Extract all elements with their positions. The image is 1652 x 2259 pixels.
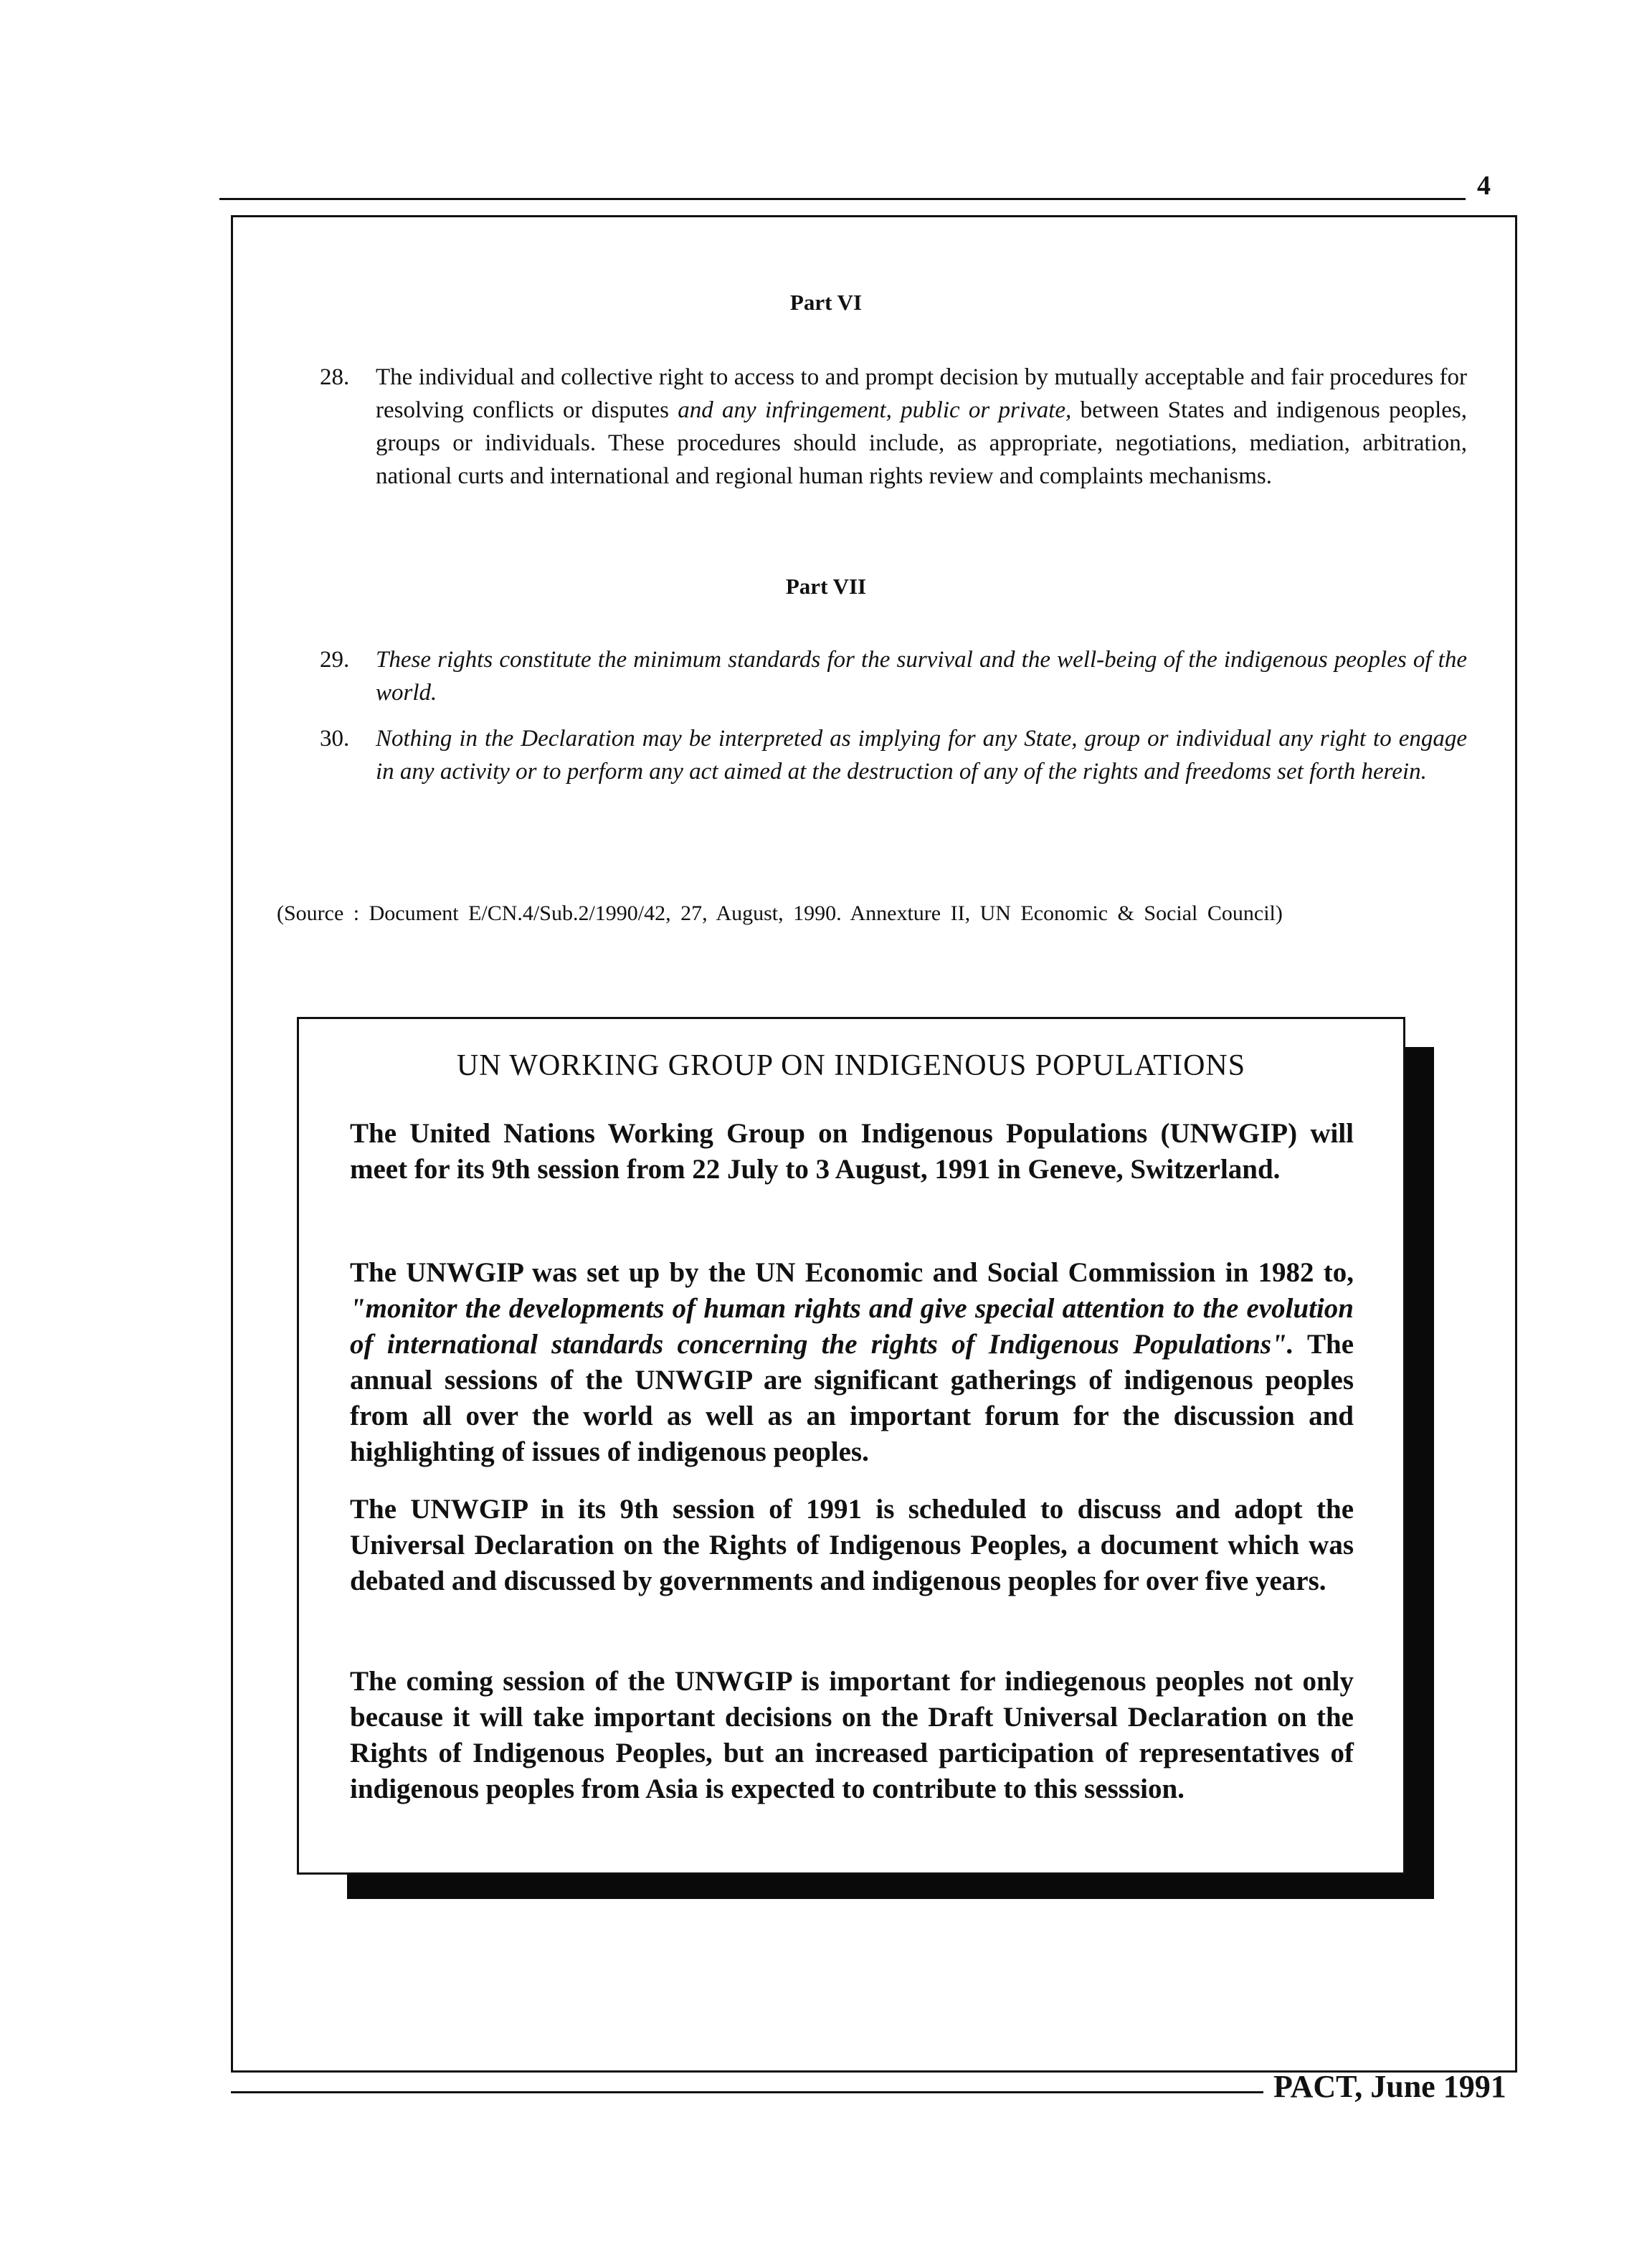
header-rule — [219, 198, 1466, 200]
article-30 — [320, 722, 1467, 788]
article-number: 28. — [320, 364, 350, 390]
notice-quote: "monitor the developments of human rights and give special attention to the evolution of international standards concerning the rights of Indigenous Populations". — [350, 1293, 1354, 1360]
footer-publication: PACT, June 1991 — [1273, 2069, 1506, 2104]
article-28 — [320, 361, 1467, 493]
article-text — [376, 361, 1467, 493]
article-number: 29. — [320, 647, 350, 673]
article-text-part: The individual and collective right to access to and prompt decision by mutually acceptable and fair procedures for resolving conflicts or disputes — [376, 364, 1467, 423]
source-citation: (Source : Document E/CN.4/Sub.2/1990/42, 27, August, 1990. Annexture II, UN Economic & Social Council) — [277, 901, 1283, 925]
article-text: These rights constitute the minimum standards for the survival and the well-being of the indigenous peoples of the world. — [376, 647, 1467, 706]
notice-paragraph: The UNWGIP in its 9th session of 1991 is scheduled to discuss and adopt the Universal Declaration on the Rights of Indigenous Peoples, a document which was debated and discussed by governments and indigenous peoples for over five years. — [350, 1494, 1354, 1596]
notice-paragraph: The coming session of the UNWGIP is important for indiegenous peoples not only because it will take important decisions on the Draft Universal Declaration on the Rights of Indigenous Peoples, but an increased participation of representatives of indigenous peoples from Asia is expected to contribute to this sesssion. — [350, 1666, 1354, 1804]
notice-box-shadow — [347, 1875, 1434, 1899]
notice-paragraph: The United Nations Working Group on Indigenous Populations (UNWGIP) will meet for its 9th session from 22 July to 3 August, 1991 in Geneve, Switzerland. — [350, 1118, 1354, 1185]
part-vii-heading: Part VII — [785, 574, 867, 599]
article-text-italic: and any infringement, public or private, — [678, 397, 1072, 423]
notice-title: UN WORKING GROUP ON INDIGENOUS POPULATIONS — [456, 1049, 1246, 1082]
part-vi-heading: Part VI — [789, 290, 863, 315]
footer-rule — [231, 2091, 1263, 2093]
notice-text-part: The UNWGIP was set up by the UN Economic and Social Commission in 1982 to, — [350, 1257, 1354, 1288]
article-29 — [320, 643, 1467, 709]
article-text: Nothing in the Declaration may be interpreted as implying for any State, group or individual any right to engage in any activity or to perform any act aimed at the destruction of any of the rights and freedoms set forth herein. — [376, 726, 1467, 785]
notice-paragraph — [350, 1255, 1354, 1470]
article-text-part: between States and indigenous peoples, groups or individuals. These procedures should include, as appropriate, negotiations, mediation, arbitration, national curts and international and regional human rights review and complaints mechanisms. — [376, 397, 1468, 489]
page-number: 4 — [1477, 171, 1491, 201]
notice-text-part: The annual sessions of the UNWGIP are significant gatherings of indigenous peoples from all over the world as well as an important forum for the discussion and highlighting of issues of indigenous peoples. — [350, 1329, 1354, 1467]
article-number: 30. — [320, 726, 350, 752]
